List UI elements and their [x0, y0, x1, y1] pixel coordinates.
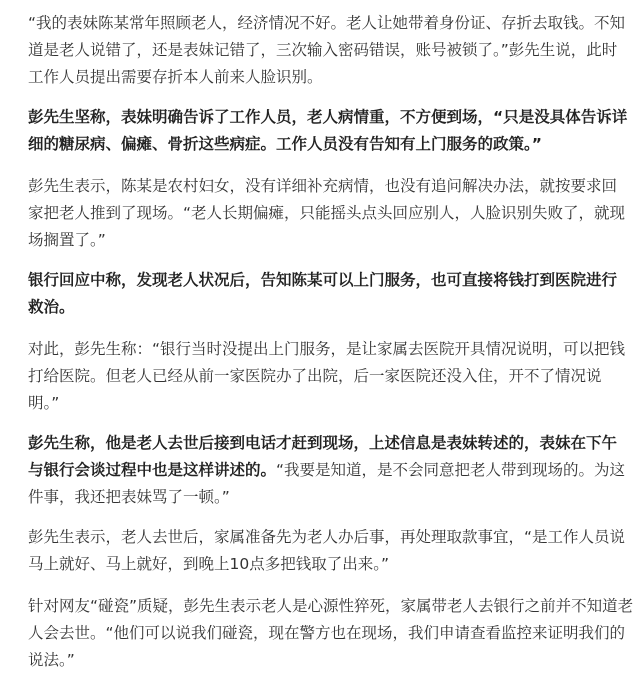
text-line: 彭先生表示，老人去世后，家属准备先为老人办后事，再处理取款事宜，“是工作人员说 — [28, 528, 626, 546]
text-line: 件事，我还把表妹骂了一顿。” — [28, 488, 230, 506]
paragraph-5 — [28, 336, 626, 417]
text-line: “我的表妹陈某常年照顾老人，经济情况不好。老人让她带着身份证、存折去取钱。不知 — [28, 14, 626, 32]
text-line — [28, 430, 620, 457]
paragraph-8 — [28, 593, 634, 674]
text-line: 彭先生表示，陈某是农村妇女，没有详细补充病情，也没有追问解决办法，就按要求回 — [28, 177, 618, 195]
text-line: 道是老人说错了，还是表妹记错了，三次输入密码错误，账号被锁了。”彭先生说，此时 — [28, 41, 618, 59]
paragraph-1 — [28, 10, 626, 91]
paragraph-7 — [28, 524, 626, 578]
text-line: 说法。” — [28, 651, 75, 669]
quote-text: “我要是知道，是不会同意把老人带到现场的。为这 — [276, 461, 626, 479]
bold-text: 与银行会谈过程中也是这样讲述的。 — [28, 461, 277, 479]
text-line: 对此，彭先生称：“银行当时没提出上门服务，是让家属去医院开具情况说明，可以把钱 — [28, 340, 626, 358]
text-line: 人会去世。“他们可以说我们碰瓷，现在警方也在现场，我们申请查看监控来证明我们的 — [28, 624, 626, 642]
text-line: 银行回应中称，发现老人状况后，告知陈某可以上门服务，也可直接将钱打到医院进行 — [28, 271, 618, 289]
paragraph-4 — [28, 267, 620, 321]
text-line: 家把老人推到了现场。“老人长期偏瘫，只能摇头点头回应别人，人脸识别失败了，就现 — [28, 204, 626, 222]
text-line: 工作人员提出需要存折本人前来人脸识别。 — [28, 68, 323, 86]
text-line: 打给医院。但老人已经从前一家医院办了出院，后一家医院还没入住，开不了情况说 — [28, 367, 602, 385]
paragraph-6 — [28, 430, 626, 511]
paragraph-2 — [28, 104, 628, 158]
text-line: 救治。 — [28, 298, 75, 316]
text-line: 细的糖尿病、偏瘫、骨折这些病症。工作人员没有告知有上门服务的政策。” — [28, 135, 542, 153]
text-line: 马上就好、马上就好，到晚上10点多把钱取了出来。” — [28, 555, 390, 573]
text-line: 场搁置了。” — [28, 231, 106, 249]
text-line: 明。” — [28, 394, 60, 412]
text-line: 针对网友“碰瓷”质疑，彭先生表示老人是心源性猝死，家属带老人去银行之前并不知道老 — [28, 597, 634, 615]
text-line — [28, 457, 626, 484]
paragraph-3 — [28, 173, 626, 254]
bold-text: 彭先生称，他是老人去世后接到电话才赶到现场，上述信息是表妹转述的，表妹在下午 — [28, 434, 618, 452]
text-line: 彭先生坚称，表妹明确告诉了工作人员，老人病情重，不方便到场，“只是没具体告诉详 — [28, 108, 628, 126]
